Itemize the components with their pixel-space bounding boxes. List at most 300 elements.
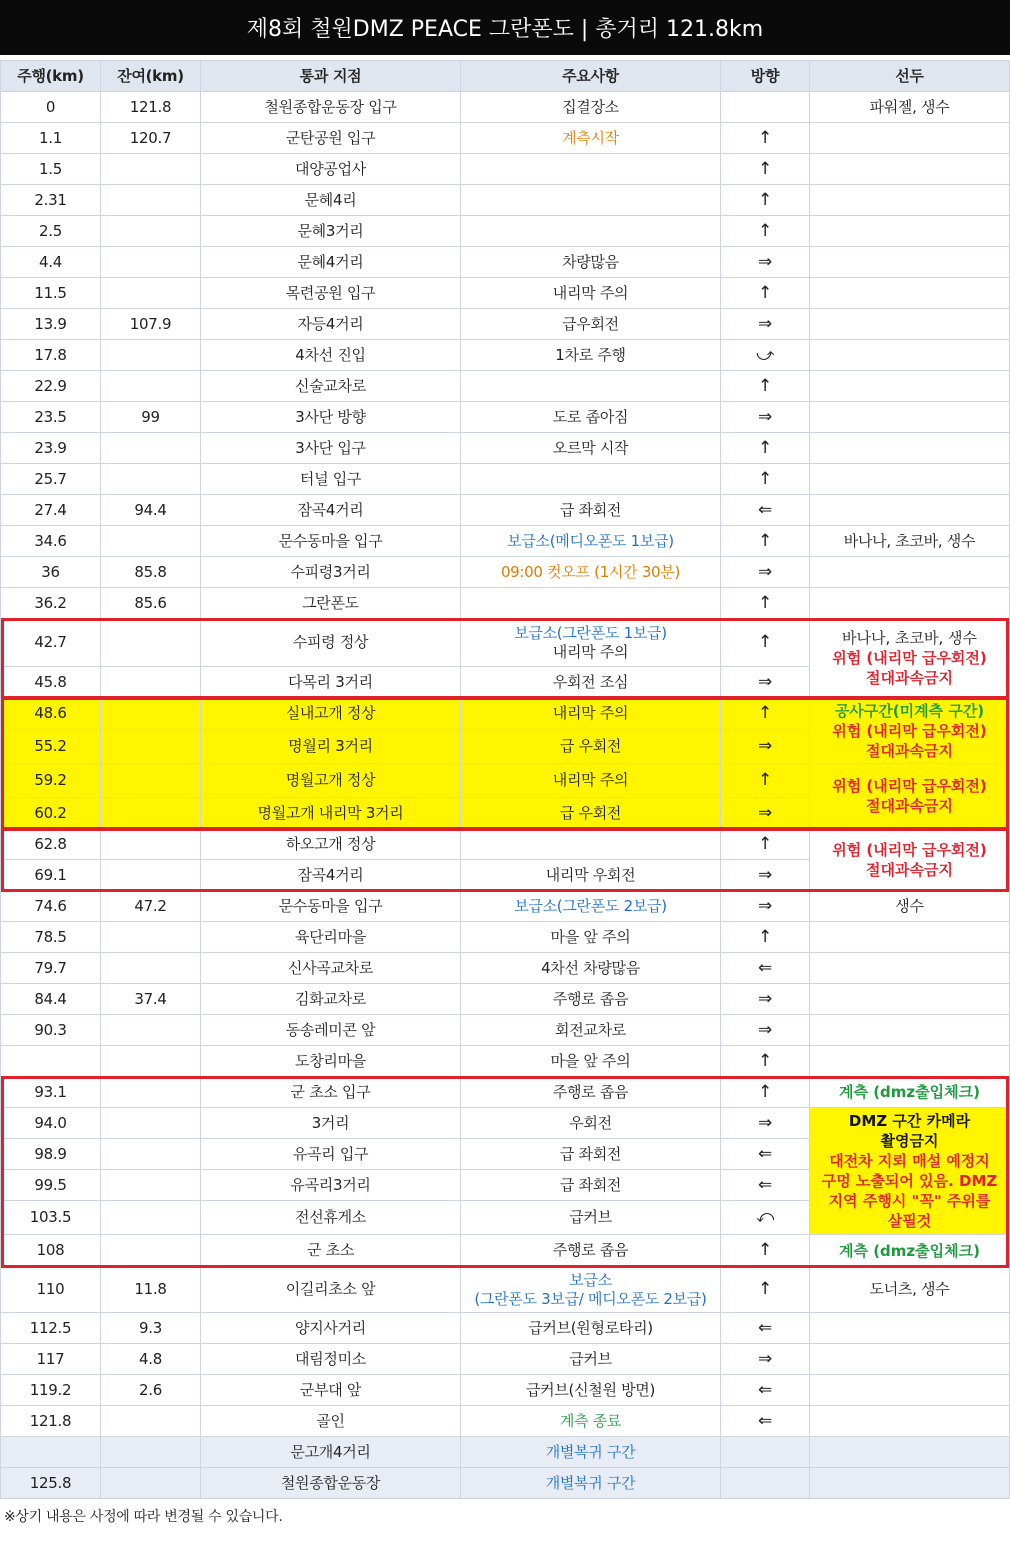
- direction-arrow-icon: ⇒: [758, 802, 772, 823]
- remain-cell: [101, 340, 201, 371]
- note-cell: [461, 557, 721, 588]
- point-text: 대림정미소: [295, 1349, 366, 1368]
- lead-line: 계측 (dmz출입체크): [839, 1241, 980, 1260]
- km-cell: [0, 588, 101, 619]
- direction-arrow-icon: ⇐: [758, 499, 772, 520]
- note-cell: [461, 1375, 721, 1406]
- remain-cell: [101, 1375, 201, 1406]
- lead-line: 바나나, 초코바, 생수: [842, 629, 977, 647]
- note-text: 보급소(그란폰도 2보급): [514, 896, 667, 915]
- direction-cell: [721, 1344, 810, 1375]
- point-text: 명월고개 내리막 3거리: [257, 803, 404, 822]
- direction-cell: [721, 1437, 810, 1468]
- direction-cell: [721, 764, 810, 798]
- note-text: 개별복귀 구간: [545, 1473, 636, 1492]
- remain-text: 99: [141, 407, 160, 426]
- lead-cell: [810, 92, 1010, 123]
- remain-text: 120.7: [129, 128, 172, 147]
- point-text: 문혜3거리: [297, 221, 364, 240]
- point-cell: [201, 216, 461, 247]
- note-text: 09:00 컷오프 (1시간 30분): [500, 562, 681, 581]
- merged-lead-cell: [810, 619, 1010, 698]
- point-text: 양지사거리: [295, 1318, 366, 1337]
- km-cell: [0, 1468, 101, 1499]
- direction-cell: [721, 464, 810, 495]
- direction-cell: [721, 278, 810, 309]
- km-cell: [0, 1015, 101, 1046]
- km-text: 78.5: [34, 927, 67, 946]
- km-cell: [0, 798, 101, 829]
- direction-cell: [721, 1201, 810, 1235]
- direction-arrow-icon: ⇐: [758, 1143, 772, 1164]
- km-cell: [0, 433, 101, 464]
- km-cell: [0, 1437, 101, 1468]
- note-text: 내리막 우회전: [545, 865, 636, 884]
- km-cell: [0, 464, 101, 495]
- point-cell: [201, 588, 461, 619]
- table-row: [0, 402, 1010, 433]
- remain-text: 85.8: [134, 562, 167, 581]
- point-cell: [201, 340, 461, 371]
- point-cell: [201, 1437, 461, 1468]
- note-cell: [461, 730, 721, 764]
- km-text: 0: [45, 97, 56, 116]
- km-text: 84.4: [34, 989, 67, 1008]
- direction-cell: [721, 92, 810, 123]
- point-text: 3거리: [311, 1113, 350, 1132]
- point-cell: [201, 247, 461, 278]
- direction-arrow-icon: ↑: [758, 189, 772, 210]
- lead-cell: [810, 1267, 1010, 1313]
- km-text: 17.8: [34, 345, 67, 364]
- direction-cell: [721, 309, 810, 340]
- direction-cell: [721, 557, 810, 588]
- point-cell: [201, 891, 461, 922]
- note-text: 계측시작: [562, 128, 619, 147]
- km-cell: [0, 402, 101, 433]
- merged-lead-cell: [810, 1077, 1010, 1108]
- km-text: 34.6: [34, 531, 67, 550]
- lead-cell: [810, 1375, 1010, 1406]
- km-cell: [0, 1139, 101, 1170]
- table-row: [0, 123, 1010, 154]
- table-row: [0, 185, 1010, 216]
- note-cell: [461, 216, 721, 247]
- km-text: 55.2: [34, 737, 67, 755]
- direction-arrow-icon: ↑: [758, 127, 772, 148]
- point-text: 신사곡교차로: [287, 958, 374, 977]
- table-row: [0, 526, 1010, 557]
- point-cell: [201, 667, 461, 698]
- merged-lead-cell: [810, 764, 1010, 829]
- point-cell: [201, 1235, 461, 1267]
- point-text: 철원종합운동장 입구: [264, 97, 397, 116]
- note-cell: [461, 371, 721, 402]
- remain-cell: [101, 526, 201, 557]
- note-line: 보급소(그란폰도 1보급): [514, 623, 667, 642]
- km-cell: [0, 1201, 101, 1235]
- note-text: 마을 앞 주의: [550, 927, 631, 946]
- remain-cell: [101, 1108, 201, 1139]
- km-text: 4.4: [39, 252, 62, 271]
- header-point-cell: 통과 지점: [201, 61, 461, 92]
- direction-arrow-icon: ↑: [758, 770, 772, 790]
- remain-cell: [101, 1170, 201, 1201]
- point-cell: [201, 495, 461, 526]
- lead-cell: [810, 1437, 1010, 1468]
- direction-arrow-icon: ⇒: [758, 864, 772, 885]
- direction-arrow-icon: ⇐: [758, 957, 772, 978]
- note-cell: [461, 1201, 721, 1235]
- point-cell: [201, 309, 461, 340]
- point-cell: [201, 1313, 461, 1344]
- point-text: 문혜4거리: [297, 252, 364, 271]
- point-text: 수피령3거리: [290, 562, 371, 581]
- point-text: 잠곡4거리: [297, 500, 364, 519]
- note-cell: [461, 698, 721, 730]
- km-text: 98.9: [34, 1144, 67, 1163]
- point-text: 유곡리3거리: [290, 1175, 371, 1194]
- point-cell: [201, 1267, 461, 1313]
- km-text: 108: [36, 1241, 65, 1259]
- remain-cell: [101, 247, 201, 278]
- remain-cell: [101, 1267, 201, 1313]
- km-cell: [0, 309, 101, 340]
- point-text: 전선휴게소: [295, 1208, 366, 1226]
- point-text: 자등4거리: [297, 314, 364, 333]
- note-cell: [461, 1344, 721, 1375]
- note-cell: [461, 123, 721, 154]
- km-text: 112.5: [29, 1318, 72, 1337]
- km-text: 125.8: [29, 1473, 72, 1492]
- lead-line: 절대과속금지: [866, 669, 953, 687]
- direction-arrow-icon: ⇐: [758, 1317, 772, 1338]
- direction-cell: [721, 798, 810, 829]
- remain-cell: [101, 216, 201, 247]
- km-cell: [0, 185, 101, 216]
- point-text: 신술교차로: [295, 376, 366, 395]
- point-text: 수피령 정상: [292, 633, 369, 651]
- lead-line: 대전차 지뢰 매설 예정지: [829, 1152, 990, 1170]
- table-row: [0, 92, 1010, 123]
- point-text: 4차선 진입: [295, 345, 366, 364]
- lead-line: 촬영금지: [880, 1132, 939, 1150]
- km-text: 90.3: [34, 1020, 67, 1039]
- note-text: 오르막 시작: [552, 438, 629, 457]
- direction-cell: [721, 1406, 810, 1437]
- lead-cell: [810, 588, 1010, 619]
- lead-line: 위험 (내리막 급우회전): [832, 840, 987, 859]
- direction-arrow-icon: ⇒: [758, 895, 772, 916]
- km-text: 79.7: [34, 958, 67, 977]
- note-cell: [461, 278, 721, 309]
- point-cell: [201, 984, 461, 1015]
- direction-cell: [721, 829, 810, 860]
- direction-arrow-icon: ⇒: [758, 1112, 772, 1133]
- table-row: [0, 247, 1010, 278]
- direction-arrow-icon: ↑: [758, 375, 772, 396]
- km-cell: [0, 1077, 101, 1108]
- remain-cell: [101, 433, 201, 464]
- km-cell: [0, 557, 101, 588]
- direction-arrow-icon: ⇐: [758, 1410, 772, 1431]
- lead-line: 위험 (내리막 급우회전): [832, 649, 987, 667]
- direction-cell: [721, 667, 810, 698]
- direction-cell: [721, 433, 810, 464]
- lead-cell: [810, 371, 1010, 402]
- note-cell: [461, 1267, 721, 1313]
- remain-cell: [101, 1437, 201, 1468]
- point-cell: [201, 154, 461, 185]
- direction-arrow-icon: ↑: [758, 220, 772, 241]
- lead-text: 파워젤, 생수: [869, 97, 950, 116]
- remain-cell: [101, 1201, 201, 1235]
- note-cell: [461, 1406, 721, 1437]
- km-text: 69.1: [34, 865, 67, 884]
- direction-cell: [721, 588, 810, 619]
- table-row: [0, 433, 1010, 464]
- note-text: 급 좌회전: [559, 500, 622, 519]
- point-text: 군탄공원 입구: [285, 128, 376, 147]
- note-text: 급커브: [569, 1208, 612, 1226]
- km-cell: [0, 667, 101, 698]
- table-row: [0, 278, 1010, 309]
- note-cell: [461, 92, 721, 123]
- point-cell: [201, 764, 461, 798]
- note-text: 급 우회전: [559, 803, 622, 822]
- lead-line: 살필것: [887, 1212, 932, 1230]
- note-text: 주행로 좁음: [552, 1082, 629, 1101]
- km-text: 36: [41, 562, 60, 581]
- direction-arrow-icon: ↑: [758, 437, 772, 458]
- point-cell: [201, 829, 461, 860]
- lead-line: DMZ 구간 카메라: [848, 1112, 971, 1130]
- direction-cell: [721, 1046, 810, 1077]
- remain-cell: [101, 860, 201, 891]
- direction-arrow-icon: ⇒: [758, 1348, 772, 1369]
- direction-cell: [721, 698, 810, 730]
- remain-cell: [101, 619, 201, 667]
- lead-text: 도너츠, 생수: [869, 1280, 950, 1298]
- note-text: 4차선 차량많음: [541, 958, 640, 977]
- point-cell: [201, 1046, 461, 1077]
- direction-cell: [721, 619, 810, 667]
- merged-lead-cell: [810, 698, 1010, 764]
- note-text: 내리막 주의: [552, 771, 629, 789]
- direction-cell: [721, 185, 810, 216]
- note-text: 내리막 주의: [552, 283, 629, 302]
- table-row: [0, 891, 1010, 922]
- km-text: 25.7: [34, 469, 67, 488]
- point-text: 목련공원 입구: [285, 283, 376, 302]
- note-cell: [461, 1108, 721, 1139]
- direction-cell: [721, 495, 810, 526]
- note-cell: [461, 247, 721, 278]
- lead-cell: [810, 922, 1010, 953]
- direction-cell: [721, 1375, 810, 1406]
- note-cell: [461, 309, 721, 340]
- km-text: 121.8: [29, 1411, 72, 1430]
- lead-cell: [810, 402, 1010, 433]
- table-row: [0, 340, 1010, 371]
- direction-cell: [721, 123, 810, 154]
- direction-cell: [721, 1468, 810, 1499]
- note-cell: [461, 891, 721, 922]
- km-cell: [0, 1313, 101, 1344]
- lead-cell: [810, 1015, 1010, 1046]
- table-row: [0, 953, 1010, 984]
- note-cell: [461, 1046, 721, 1077]
- lead-cell: [810, 1468, 1010, 1499]
- direction-arrow-icon: ⤻: [756, 344, 774, 365]
- table-row: [0, 588, 1010, 619]
- remain-cell: [101, 1139, 201, 1170]
- point-cell: [201, 1139, 461, 1170]
- table-row: [0, 1344, 1010, 1375]
- note-cell: [461, 1235, 721, 1267]
- km-text: 94.0: [34, 1113, 67, 1132]
- km-text: 48.6: [34, 704, 67, 722]
- note-cell: [461, 860, 721, 891]
- note-text: 우회전: [569, 1113, 612, 1132]
- lead-cell: [810, 309, 1010, 340]
- km-cell: [0, 829, 101, 860]
- table-row: [0, 1406, 1010, 1437]
- table-row: [0, 216, 1010, 247]
- header-km-cell: 주행(km): [0, 61, 101, 92]
- remain-cell: [101, 557, 201, 588]
- lead-cell: [810, 464, 1010, 495]
- table-row: [0, 495, 1010, 526]
- table-row: [0, 371, 1010, 402]
- direction-arrow-icon: ↑: [758, 833, 772, 854]
- point-text: 문혜4리: [304, 190, 357, 209]
- direction-cell: [721, 154, 810, 185]
- km-text: 23.5: [34, 407, 67, 426]
- note-cell: [461, 402, 721, 433]
- note-text: 도로 좁아짐: [552, 407, 629, 426]
- point-text: 대양공업사: [295, 159, 366, 178]
- page-title: 제8회 철원DMZ PEACE 그란폰도 | 총거리 121.8km: [0, 0, 1010, 55]
- km-text: 74.6: [34, 896, 67, 915]
- point-cell: [201, 1468, 461, 1499]
- remain-cell: [101, 1046, 201, 1077]
- lead-cell: [810, 247, 1010, 278]
- remain-cell: [101, 309, 201, 340]
- lead-line: 위험 (내리막 급우회전): [832, 777, 987, 795]
- table-row: [0, 984, 1010, 1015]
- remain-cell: [101, 1468, 201, 1499]
- point-cell: [201, 953, 461, 984]
- point-text: 도창리마을: [295, 1051, 366, 1070]
- note-cell: [461, 667, 721, 698]
- remain-cell: [101, 495, 201, 526]
- direction-arrow-icon: ↑: [758, 1279, 772, 1299]
- table-row: [0, 1468, 1010, 1499]
- point-text: 터널 입구: [299, 469, 362, 488]
- note-text: 내리막 주의: [552, 704, 629, 722]
- remain-text: 9.3: [139, 1318, 162, 1337]
- table-header: [0, 60, 1010, 92]
- note-text: 계측 종료: [559, 1411, 622, 1430]
- note-cell: [461, 953, 721, 984]
- km-text: 117: [36, 1349, 65, 1368]
- remain-cell: [101, 92, 201, 123]
- km-cell: [0, 123, 101, 154]
- direction-cell: [721, 953, 810, 984]
- note-text: 급커브(신철원 방면): [525, 1380, 656, 1399]
- point-text: 다목리 3거리: [288, 672, 373, 691]
- table-row: [0, 1046, 1010, 1077]
- km-cell: [0, 891, 101, 922]
- km-cell: [0, 1406, 101, 1437]
- point-text: 육단리마을: [295, 927, 366, 946]
- point-text: 3사단 방향: [295, 407, 366, 426]
- note-text: 차량많음: [562, 252, 619, 271]
- km-cell: [0, 1375, 101, 1406]
- remain-cell: [101, 698, 201, 730]
- lead-cell: [810, 185, 1010, 216]
- note-cell: [461, 1077, 721, 1108]
- point-text: 문수동마을 입구: [278, 531, 383, 550]
- direction-arrow-icon: ⇒: [758, 313, 772, 334]
- remain-text: 107.9: [129, 314, 172, 333]
- footnote: ※상기 내용은 사정에 따라 변경될 수 있습니다.: [4, 1509, 283, 1525]
- lead-text: 바나나, 초코바, 생수: [843, 531, 976, 550]
- direction-arrow-icon: ↑: [758, 530, 772, 551]
- point-cell: [201, 619, 461, 667]
- remain-cell: [101, 922, 201, 953]
- note-cell: [461, 764, 721, 798]
- lead-text: 생수: [895, 896, 924, 915]
- note-text: 급 우회전: [559, 737, 622, 755]
- note-text: 급 좌회전: [559, 1144, 622, 1163]
- point-cell: [201, 730, 461, 764]
- direction-arrow-icon: ⇒: [758, 1019, 772, 1040]
- lead-line: 절대과속금지: [866, 797, 953, 815]
- remain-text: 85.6: [134, 593, 167, 612]
- remain-text: 11.8: [134, 1280, 167, 1298]
- km-text: 23.9: [34, 438, 67, 457]
- note-text: 주행로 좁음: [552, 989, 629, 1008]
- km-cell: [0, 1267, 101, 1313]
- direction-cell: [721, 891, 810, 922]
- direction-arrow-icon: ↑: [758, 1240, 772, 1260]
- note-line: 내리막 주의: [552, 642, 629, 661]
- remain-cell: [101, 984, 201, 1015]
- direction-cell: [721, 1077, 810, 1108]
- note-cell: [461, 1139, 721, 1170]
- note-text: 급 좌회전: [559, 1175, 622, 1194]
- remain-cell: [101, 371, 201, 402]
- point-cell: [201, 1344, 461, 1375]
- point-cell: [201, 185, 461, 216]
- point-cell: [201, 123, 461, 154]
- note-cell: [461, 1437, 721, 1468]
- km-cell: [0, 922, 101, 953]
- km-cell: [0, 1344, 101, 1375]
- note-cell: [461, 1468, 721, 1499]
- point-text: 유곡리 입구: [292, 1144, 369, 1163]
- lead-line: 구멍 노출되어 있음. DMZ: [821, 1172, 998, 1190]
- point-text: 골인: [316, 1411, 345, 1430]
- note-text: 집결장소: [562, 97, 619, 116]
- direction-arrow-icon: ⤺: [756, 1207, 774, 1227]
- remain-cell: [101, 464, 201, 495]
- direction-cell: [721, 371, 810, 402]
- km-text: 103.5: [29, 1208, 72, 1226]
- point-text: 문수동마을 입구: [278, 896, 383, 915]
